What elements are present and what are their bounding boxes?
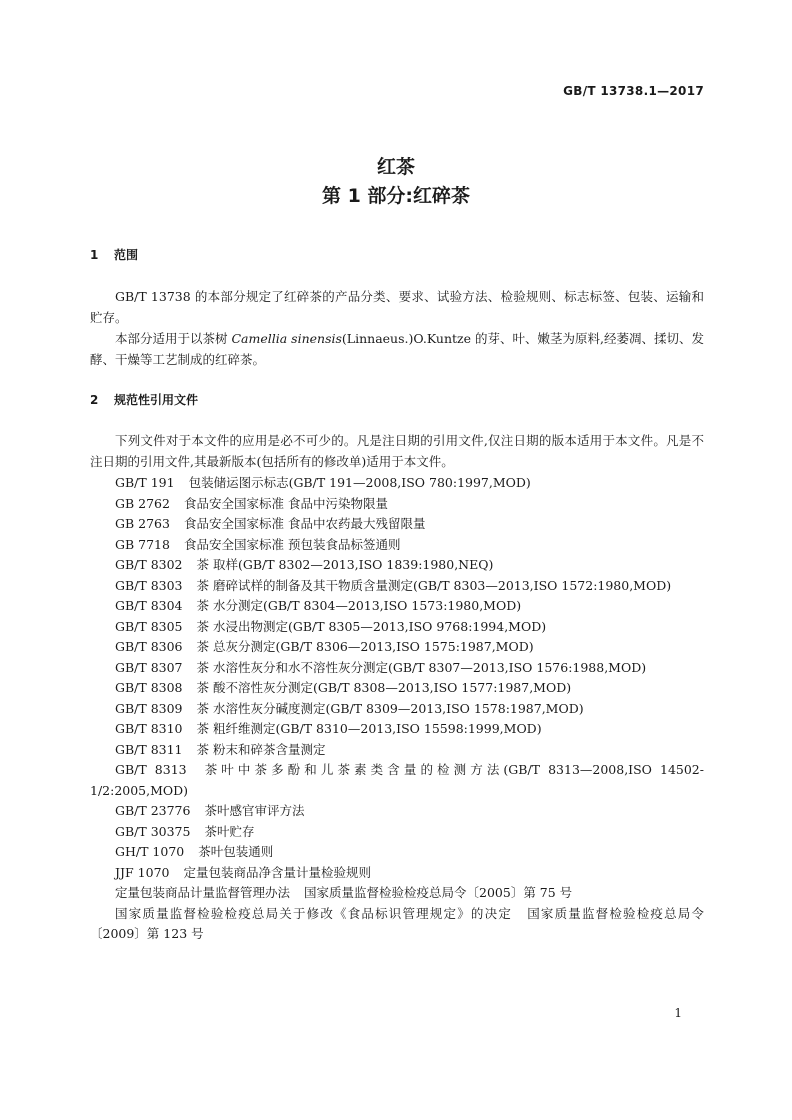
reference-code: GB/T 8309 — [115, 700, 183, 716]
reference-code: GB/T 30375 — [115, 823, 191, 839]
reference-title: 茶叶中茶多酚和儿茶素类含量的检测方法(GB/T 8313—2008,ISO 14502-1/2:2005,MOD) — [90, 762, 704, 798]
document-title: 红茶 — [376, 156, 415, 178]
reference-item — [90, 514, 704, 535]
section-heading-scope — [90, 246, 138, 263]
reference-title: 国家质量监督检验检疫总局令〔2009〕第 123 号 — [90, 905, 704, 941]
reference-item — [90, 658, 704, 679]
section-title: 范围 — [114, 248, 139, 262]
reference-code: JJF 1070 — [115, 864, 170, 880]
reference-item — [90, 555, 704, 576]
reference-code: 定量包装商品计量监督管理办法 — [115, 885, 291, 900]
reference-code: GB/T 191 — [115, 475, 175, 490]
reference-code: GB 2762 — [115, 495, 170, 511]
reference-code: GB/T 8302 — [115, 557, 183, 572]
reference-title: 茶 水分测定(GB/T 8304—2013,ISO 1573:1980,MOD) — [196, 598, 522, 613]
reference-title: 食品安全国家标准 预包装食品标签通则 — [183, 536, 401, 552]
page-number: 1 — [674, 1006, 682, 1020]
reference-code: GB/T 8307 — [115, 659, 183, 675]
reference-title: 茶叶包装通则 — [198, 844, 274, 859]
reference-item — [90, 760, 704, 801]
scope-paragraph-1: GB/T 13738 的本部分规定了红碎茶的产品分类、要求、试验方法、检验规则、标志标签、包装、运输和贮存。 — [90, 289, 704, 325]
references-intro: 下列文件对于本文件的应用是必不可少的。凡是注日期的引用文件,仅注日期的版本适用于本文件。凡是不注日期的引用文件,其最新版本(包括所有的修改单)适用于本文件。 — [90, 433, 704, 469]
section-number: 2 — [90, 393, 99, 407]
reference-item — [90, 494, 704, 515]
reference-item — [90, 863, 704, 884]
reference-item — [90, 678, 704, 699]
reference-title: 食品安全国家标准 食品中农药最大残留限量 — [183, 516, 426, 531]
reference-code: GB/T 8305 — [115, 618, 183, 634]
reference-item — [90, 596, 704, 617]
reference-title: 定量包装商品净含量计量检验规则 — [183, 864, 371, 880]
reference-item — [90, 473, 704, 494]
reference-item — [90, 719, 704, 740]
reference-code: GB/T 8304 — [115, 598, 183, 613]
reference-code: GB/T 23776 — [115, 803, 191, 818]
reference-title: 茶 粗纤维测定(GB/T 8310—2013,ISO 15598:1999,MOD) — [196, 721, 542, 736]
reference-code: GB 2763 — [115, 516, 170, 531]
scope-paragraph-2 — [90, 329, 704, 370]
species-name: Camellia sinensis — [231, 331, 342, 346]
reference-code: GB/T 8310 — [115, 721, 183, 736]
reference-title: 茶 磨碎试样的制备及其干物质含量测定(GB/T 8303—2013,ISO 1572:1980,MOD) — [196, 577, 672, 593]
reference-code: GB 7718 — [115, 536, 170, 552]
reference-item — [90, 822, 704, 843]
reference-title: 茶叶贮存 — [204, 823, 255, 839]
reference-item — [90, 699, 704, 720]
section-title: 规范性引用文件 — [114, 393, 199, 407]
scope-text-before: 本部分适用于以茶树 — [115, 331, 232, 346]
references-body — [90, 431, 704, 945]
reference-code: GB/T 8311 — [115, 741, 183, 757]
reference-code: GB/T 8303 — [115, 577, 183, 593]
standard-code: GB/T 13738.1—2017 — [563, 84, 704, 98]
reference-item — [90, 801, 704, 822]
reference-item — [90, 617, 704, 638]
reference-title: 茶 酸不溶性灰分测定(GB/T 8308—2013,ISO 1577:1987,MOD) — [196, 680, 572, 695]
reference-title: 茶 粉末和碎茶含量测定 — [196, 741, 326, 757]
reference-title: 国家质量监督检验检疫总局令〔2005〕第 75 号 — [304, 885, 573, 900]
section-number: 1 — [90, 248, 99, 262]
reference-list — [90, 473, 704, 945]
reference-item — [90, 740, 704, 761]
reference-title: 茶 总灰分测定(GB/T 8306—2013,ISO 1575:1987,MOD) — [196, 639, 534, 654]
reference-title: 茶 水溶性灰分碱度测定(GB/T 8309—2013,ISO 1578:1987,MOD) — [196, 700, 584, 716]
reference-item — [90, 637, 704, 658]
reference-code: GB/T 8308 — [115, 680, 183, 695]
reference-title: 茶 水浸出物测定(GB/T 8305—2013,ISO 9768:1994,MOD) — [196, 618, 547, 634]
scope-text-after: (Linnaeus.)O.Kuntze 的芽、叶、嫩茎为原料,经萎凋、揉切、发酵、干燥等工艺制成的红碎茶。 — [90, 331, 704, 367]
reference-code: GH/T 1070 — [115, 844, 185, 859]
reference-item — [90, 535, 704, 556]
reference-code: 国家质量监督检验检疫总局关于修改《食品标识管理规定》的决定 — [115, 905, 513, 921]
reference-code: GB/T 8313 — [115, 762, 187, 777]
scope-body — [90, 287, 704, 371]
reference-item — [90, 842, 704, 863]
reference-item — [90, 904, 704, 945]
reference-title: 茶 取样(GB/T 8302—2013,ISO 1839:1980,NEQ) — [196, 557, 494, 572]
reference-item — [90, 883, 704, 904]
reference-item — [90, 576, 704, 597]
reference-title: 茶叶感官审评方法 — [204, 803, 305, 818]
section-heading-normative-references — [90, 391, 198, 408]
document-subtitle: 第 1 部分:红碎茶 — [321, 185, 471, 207]
reference-title: 包装储运图示标志(GB/T 191—2008,ISO 780:1997,MOD) — [188, 475, 531, 490]
reference-title: 茶 水溶性灰分和水不溶性灰分测定(GB/T 8307—2013,ISO 1576:1988,MOD) — [196, 659, 647, 675]
reference-code: GB/T 8306 — [115, 639, 183, 654]
reference-title: 食品安全国家标准 食品中污染物限量 — [183, 495, 388, 511]
